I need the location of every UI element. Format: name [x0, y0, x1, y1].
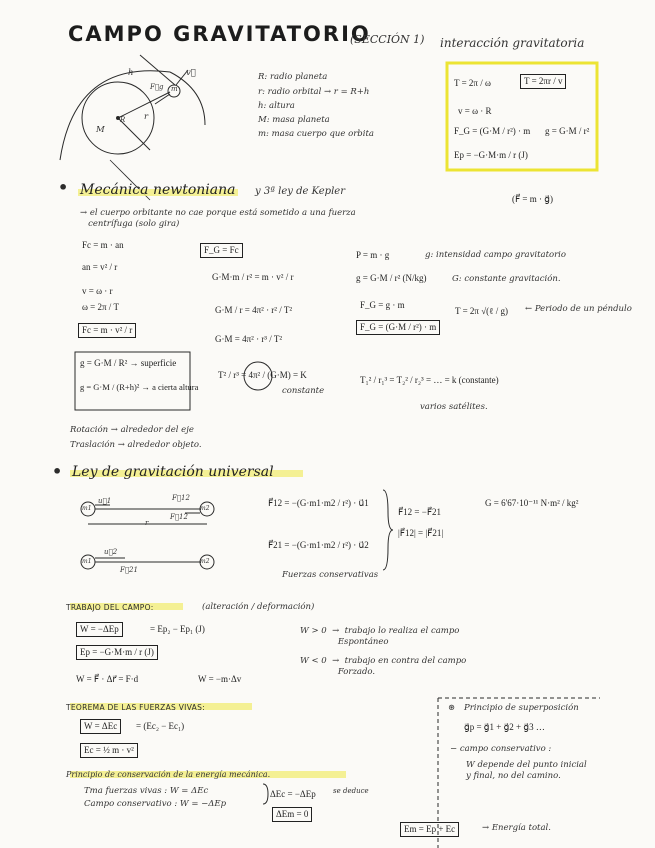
note-deduced: se deduce	[333, 787, 369, 795]
work-heading-note: (alteración / deformación)	[202, 602, 315, 612]
note-total-energy: → Energía total.	[482, 823, 551, 833]
label-f12-bottom: F⃗12	[170, 513, 188, 521]
eq-g-field: g = G·M / r² (N/kg)	[356, 273, 427, 283]
note-w-negative: W < 0 → trabajo en contra del campo Forzado.	[300, 656, 467, 677]
note-G-constant: G: constante gravitación.	[452, 274, 561, 284]
label-f12-top: F⃗12	[172, 494, 190, 502]
eq-fg-box: F_G = (G·M / r²) · m	[356, 320, 440, 335]
eq-kepler-ratio: T₁² / r₁³ = T₂² / r₂³ = … = k (constante)	[360, 375, 499, 385]
legend-m: m: masa cuerpo que orbita	[258, 129, 374, 139]
eq-bracket	[383, 490, 393, 570]
eq-em-zero: ΔEm = 0	[272, 807, 312, 822]
eq-ec: Ec = ½ m · v²	[80, 743, 138, 758]
label-v: v⃗	[186, 68, 196, 78]
height-bracket	[140, 55, 175, 85]
bullet-newton: •	[58, 178, 69, 197]
eq-w: ω = 2π / T	[82, 302, 120, 312]
eq-work-ep: W = −ΔEp	[76, 622, 123, 637]
eq-work-fd: W = F⃗ · Δr⃗ = F·d	[76, 674, 139, 684]
label-r-top: r	[145, 519, 149, 527]
formula-fg: F_G = (G·M / r²) · m	[454, 126, 531, 136]
eq-kepler-3: G·M = 4π² · r³ / T²	[215, 334, 283, 344]
newton-law: (F⃗ = m · g⃗)	[512, 194, 553, 204]
eq-weight: P = m · g	[356, 250, 390, 260]
note-conservative: Fuerzas conservativas	[282, 570, 379, 580]
eq-work-mv: W = −m·Δv	[198, 674, 242, 684]
eq-ep: Ep = −G·M·m / r (J)	[76, 645, 158, 660]
body-m2-top: m2	[200, 505, 210, 512]
formula-v: v = ω · R	[458, 106, 492, 116]
note-g-intensity: g: intensidad campo gravitatorio	[425, 250, 567, 260]
eq-fg-gm: F_G = g · m	[360, 300, 405, 310]
newton-heading-suffix: y 3ª ley de Kepler	[255, 186, 345, 197]
conservation-heading: Principio de conservación de la energía mecánica.	[66, 770, 271, 779]
note-translation: Traslación → alrededor objeto.	[70, 440, 202, 450]
formula-g: g = G·M / r²	[545, 126, 590, 136]
eq-f21: F⃗21 = −(G·m1·m2 / r²) · u⃗2	[268, 540, 369, 550]
eq-f12-f21: F⃗12 = −F⃗21	[398, 507, 442, 517]
eq-pendulum: T = 2π √(ℓ / g)	[455, 306, 508, 316]
eq-g-sup: g = G·M / R² → superficie	[80, 358, 177, 368]
legend-r: r: radio orbital → r = R+h	[258, 87, 370, 97]
eq-f12: F⃗12 = −(G·m1·m2 / r²) · u⃗1	[268, 498, 369, 508]
eq-G-value: G = 6'67·10⁻¹¹ N·m² / kg²	[485, 498, 579, 508]
eq-w-ec-rest: = (Ec₂ − Ec₁)	[136, 721, 185, 731]
label-f21: F⃗21	[120, 566, 138, 574]
section-tag: (SECCIÓN 1)	[350, 33, 425, 46]
formula-ep: Ep = −G·M·m / r (J)	[454, 150, 528, 160]
note-live-forces: Tma fuerzas vivas : W = ΔEc	[84, 786, 209, 796]
superposition-icon: ⊛	[448, 703, 456, 713]
note-pendulum: ← Periodo de un péndulo	[525, 304, 632, 314]
page-subtitle: interacción gravitatoria	[440, 36, 585, 50]
formula-T: T = 2π / ω	[454, 78, 491, 88]
label-u2: u⃗2	[104, 548, 118, 556]
eq-fc-box: Fc = m · v² / r	[78, 323, 136, 338]
superposition-eq: g⃗p = g⃗1 + g⃗2 + g⃗3 …	[464, 722, 545, 732]
note-satellites: varios satélites.	[420, 402, 488, 412]
eq-work-ep-rest: = Ep₂ − Ep₁ (J)	[150, 624, 205, 634]
body-m1-top: m1	[82, 505, 92, 512]
note-constante: constante	[282, 386, 325, 396]
universal-heading: Ley de gravitación universal	[72, 464, 274, 480]
note-rotation: Rotación → alrededor del eje	[70, 425, 194, 435]
legend-M: M: masa planeta	[258, 115, 330, 125]
label-fg: F⃗g	[150, 83, 164, 91]
page-title: CAMPO GRAVITATORIO	[68, 22, 371, 46]
eq-kepler-2: G·M / r = 4π² · r² / T²	[215, 305, 293, 315]
newton-intro: → el cuerpo orbitante no cae porque está sometido a una fuerza centrífuga (solo gira)	[80, 208, 356, 229]
energy-heading: TEOREMA DE LAS FUERZAS VIVAS:	[66, 703, 205, 712]
work-heading: TRABAJO DEL CAMPO:	[66, 603, 154, 612]
eq-fc: Fc = m · an	[82, 240, 124, 250]
eq-an: an = v² / r	[82, 262, 118, 272]
eq-fg-fc: F_G = Fc	[200, 243, 243, 258]
energy-bracket	[263, 784, 268, 804]
superposition-title: Principio de superposición	[464, 703, 579, 713]
body-m1-bottom: m1	[82, 558, 92, 565]
note-conservative-field: Campo conservativo : W = −ΔEp	[84, 799, 227, 809]
label-u1: u⃗1	[98, 497, 112, 505]
eq-kepler-1: G·M·m / r² = m · v² / r	[212, 272, 294, 282]
note-w-positive: W > 0 → trabajo lo realiza el campo Espontáneo	[300, 626, 460, 647]
label-h: h	[128, 68, 134, 78]
eq-em-total: Em = Ep + Ec	[400, 822, 459, 837]
label-r: r	[144, 112, 149, 122]
eq-kepler-constant: T² / r³ = 4π² / (G·M) = K	[218, 370, 307, 380]
eq-g-alt: g = G·M / (R+h)² → a cierta altura	[80, 382, 199, 392]
superposition-note-2: W depende del punto inicial y final, no del camino.	[466, 760, 587, 781]
body-m2-bottom: m2	[200, 558, 210, 565]
label-R: R	[120, 116, 126, 124]
eq-modulus: |F⃗12| = |F⃗21|	[398, 528, 444, 538]
superposition-note-1: − campo conservativo :	[450, 744, 552, 754]
eq-w-ec: W = ΔEc	[80, 719, 121, 734]
bullet-universal: •	[52, 462, 63, 481]
newton-heading: Mecánica newtoniana	[80, 182, 236, 198]
eq-ec-ep: ΔEc = −ΔEp	[270, 789, 316, 799]
legend-R: R: radio planeta	[258, 72, 328, 82]
label-m: m	[171, 85, 178, 93]
orbit-arc-2	[170, 72, 205, 125]
eq-v: v = ω · r	[82, 286, 113, 296]
formula-T-alt: T = 2πr / v	[520, 74, 566, 89]
two-body-diagram	[81, 502, 214, 569]
legend-h: h: altura	[258, 101, 295, 111]
label-M: M	[96, 125, 105, 135]
